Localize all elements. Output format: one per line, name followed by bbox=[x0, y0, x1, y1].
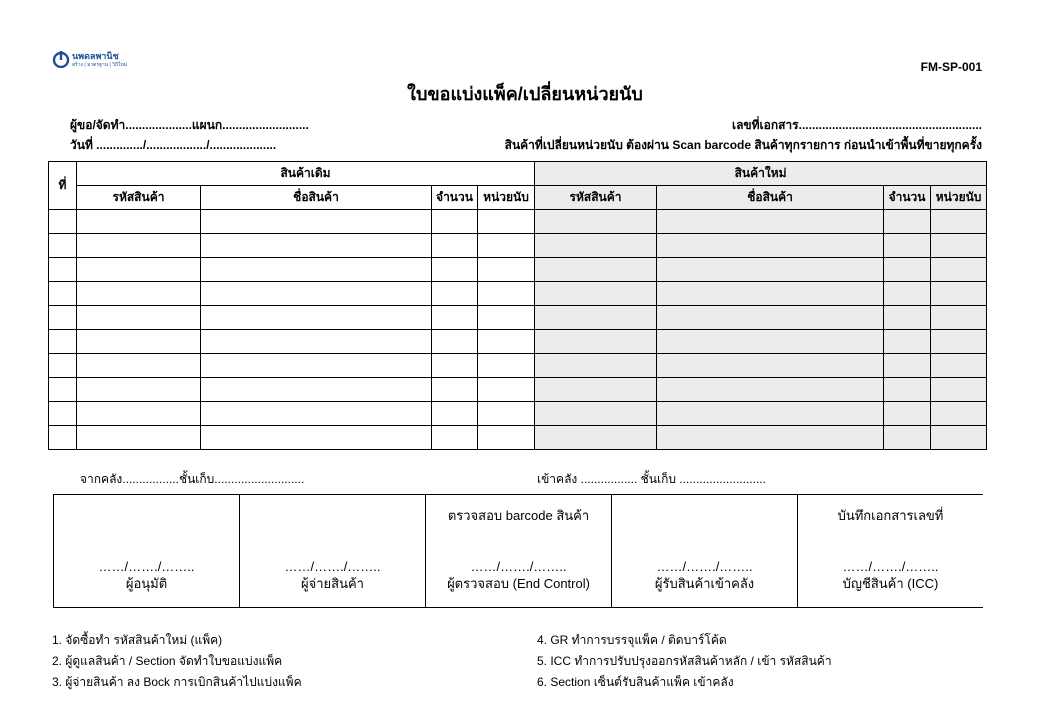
table-cell[interactable] bbox=[49, 426, 77, 450]
signature-date: ……/……./…….. bbox=[284, 559, 381, 574]
signature-box-icc[interactable] bbox=[797, 495, 983, 607]
old-unit-header: หน่วยนับ bbox=[478, 186, 535, 210]
signature-head: บันทึกเอกสารเลขที่ bbox=[837, 508, 944, 523]
table-cell[interactable] bbox=[884, 282, 931, 306]
table-cell[interactable] bbox=[201, 282, 432, 306]
old-name-header: ชื่อสินค้า bbox=[201, 186, 432, 210]
table-cell[interactable] bbox=[884, 402, 931, 426]
table-cell[interactable] bbox=[478, 210, 535, 234]
table-cell[interactable] bbox=[77, 306, 201, 330]
table-cell[interactable] bbox=[432, 234, 478, 258]
note-item: 3. ผู้จ่ายสินค้า ลง Bock การเบิกสินค้าไปแบ่งแพ็ค bbox=[52, 675, 302, 689]
table-cell[interactable] bbox=[931, 378, 987, 402]
signature-role: บัญชีสินค้า (ICC) bbox=[842, 576, 939, 591]
table-cell[interactable] bbox=[931, 306, 987, 330]
table-cell[interactable] bbox=[201, 258, 432, 282]
old-code-header: รหัสสินค้า bbox=[77, 186, 201, 210]
note-item: 6. Section เซ็นต์รับสินค้าแพ็ค เข้าคลัง bbox=[537, 675, 734, 689]
date-field[interactable]: วันที่ ............../................../.................... bbox=[70, 138, 277, 152]
table-cell[interactable] bbox=[432, 402, 478, 426]
table-cell[interactable] bbox=[77, 282, 201, 306]
table-cell[interactable] bbox=[931, 354, 987, 378]
table-cell[interactable] bbox=[931, 210, 987, 234]
table-cell[interactable] bbox=[931, 402, 987, 426]
table-cell[interactable] bbox=[884, 306, 931, 330]
signature-role: ผู้ตรวจสอบ (End Control) bbox=[447, 576, 590, 591]
table-cell[interactable] bbox=[432, 210, 478, 234]
old-qty-header: จำนวน bbox=[432, 186, 478, 210]
table-cell[interactable] bbox=[478, 258, 535, 282]
table-cell[interactable] bbox=[535, 210, 657, 234]
table-cell[interactable] bbox=[884, 258, 931, 282]
signature-box-approver[interactable] bbox=[53, 495, 239, 607]
new-product-header: สินค้าใหม่ bbox=[535, 162, 987, 186]
signature-head: ตรวจสอบ barcode สินค้า bbox=[447, 508, 590, 523]
signature-date: ……/……./…….. bbox=[656, 559, 753, 574]
table-row bbox=[49, 354, 987, 378]
table-cell[interactable] bbox=[432, 306, 478, 330]
table-row bbox=[49, 234, 987, 258]
table-cell[interactable] bbox=[535, 354, 657, 378]
table-cell[interactable] bbox=[49, 306, 77, 330]
table-cell[interactable] bbox=[432, 354, 478, 378]
table-row bbox=[49, 210, 987, 234]
table-cell[interactable] bbox=[478, 306, 535, 330]
table-cell[interactable] bbox=[657, 306, 884, 330]
company-logo bbox=[52, 48, 142, 74]
table-cell[interactable] bbox=[77, 402, 201, 426]
table-cell[interactable] bbox=[657, 234, 884, 258]
signature-role: ผู้อนุมัติ bbox=[125, 576, 168, 591]
item-table bbox=[48, 161, 987, 450]
table-cell[interactable] bbox=[478, 354, 535, 378]
table-cell[interactable] bbox=[657, 210, 884, 234]
table-cell[interactable] bbox=[201, 234, 432, 258]
table-cell[interactable] bbox=[49, 402, 77, 426]
table-row bbox=[49, 378, 987, 402]
table-cell[interactable] bbox=[49, 282, 77, 306]
table-cell[interactable] bbox=[432, 258, 478, 282]
signature-date: ……/……./…….. bbox=[842, 559, 939, 574]
note-item: 2. ผู้ดูแลสินค้า / Section จัดทำใบขอแบ่งแพ็ค bbox=[52, 654, 283, 668]
table-cell[interactable] bbox=[884, 234, 931, 258]
new-qty-header: จำนวน bbox=[884, 186, 931, 210]
no-header: ที่ bbox=[49, 162, 77, 210]
table-cell[interactable] bbox=[201, 402, 432, 426]
scan-notice: สินค้าที่เปลี่ยนหน่วยนับ ต้องผ่าน Scan barcode สินค้าทุกรายการ ก่อนนำเข้าพื้นที่ขายทุกครั้ง bbox=[504, 138, 982, 152]
signature-box-issuer[interactable] bbox=[239, 495, 425, 607]
table-cell[interactable] bbox=[432, 282, 478, 306]
table-cell[interactable] bbox=[49, 234, 77, 258]
table-cell[interactable] bbox=[201, 306, 432, 330]
signature-date: ……/……./…….. bbox=[470, 559, 567, 574]
table-cell[interactable] bbox=[478, 402, 535, 426]
table-row bbox=[49, 402, 987, 426]
table-cell[interactable] bbox=[931, 234, 987, 258]
table-cell[interactable] bbox=[478, 234, 535, 258]
logo-name: นพดลพานิช bbox=[72, 51, 119, 61]
table-cell[interactable] bbox=[657, 426, 884, 450]
table-cell[interactable] bbox=[478, 378, 535, 402]
table-cell[interactable] bbox=[535, 306, 657, 330]
table-cell[interactable] bbox=[657, 354, 884, 378]
new-name-header: ชื่อสินค้า bbox=[657, 186, 884, 210]
note-item: 1. จัดซื้อทำ รหัสสินค้าใหม่ (แพ็ค) bbox=[52, 633, 223, 647]
from-warehouse-field[interactable]: จากคลัง.................ชั้นเก็บ........................... bbox=[80, 472, 305, 486]
table-cell[interactable] bbox=[77, 258, 201, 282]
requester-field[interactable]: ผู้ขอ/จัดทำ....................แผนก.......................... bbox=[70, 118, 309, 132]
power-logo-icon bbox=[52, 50, 70, 68]
table-cell[interactable] bbox=[77, 426, 201, 450]
table-cell[interactable] bbox=[884, 378, 931, 402]
old-product-header: สินค้าเดิม bbox=[77, 162, 535, 186]
signature-date: ……/……./…….. bbox=[98, 559, 195, 574]
new-unit-header: หน่วยนับ bbox=[931, 186, 987, 210]
signature-role: ผู้จ่ายสินค้า bbox=[301, 576, 364, 591]
doc-number-field[interactable]: เลขที่เอกสาร....................................................... bbox=[731, 118, 982, 132]
table-cell[interactable] bbox=[478, 282, 535, 306]
table-cell[interactable] bbox=[77, 234, 201, 258]
to-warehouse-field[interactable]: เข้าคลัง ................. ชั้นเก็บ .......................... bbox=[537, 472, 766, 486]
table-cell[interactable] bbox=[535, 258, 657, 282]
table-cell[interactable] bbox=[657, 378, 884, 402]
table-cell[interactable] bbox=[931, 258, 987, 282]
table-row bbox=[49, 282, 987, 306]
table-cell[interactable] bbox=[201, 354, 432, 378]
table-cell[interactable] bbox=[884, 210, 931, 234]
form-code: FM-SP-001 bbox=[920, 60, 982, 74]
table-cell[interactable] bbox=[535, 378, 657, 402]
logo-tagline: สร้าง | มาตรฐาน | วิถีใหม่ bbox=[72, 62, 128, 68]
table-cell[interactable] bbox=[884, 354, 931, 378]
table-cell[interactable] bbox=[931, 282, 987, 306]
table-cell[interactable] bbox=[884, 330, 931, 354]
table-cell[interactable] bbox=[657, 402, 884, 426]
signature-box-receiver[interactable] bbox=[611, 495, 797, 607]
table-cell[interactable] bbox=[49, 378, 77, 402]
table-cell[interactable] bbox=[478, 426, 535, 450]
new-code-header: รหัสสินค้า bbox=[535, 186, 657, 210]
table-row bbox=[49, 258, 987, 282]
table-cell[interactable] bbox=[657, 282, 884, 306]
table-cell[interactable] bbox=[931, 426, 987, 450]
table-cell[interactable] bbox=[432, 330, 478, 354]
table-cell[interactable] bbox=[535, 234, 657, 258]
table-cell[interactable] bbox=[657, 258, 884, 282]
signature-box-end-control[interactable] bbox=[425, 495, 611, 607]
note-item: 5. ICC ทำการปรับปรุงออกรหัสสินค้าหลัก / เข้า รหัสสินค้า bbox=[537, 654, 832, 668]
table-cell[interactable] bbox=[49, 258, 77, 282]
table-cell[interactable] bbox=[77, 330, 201, 354]
table-cell[interactable] bbox=[884, 426, 931, 450]
table-row bbox=[49, 306, 987, 330]
note-item: 4. GR ทำการบรรจุแพ็ค / ติดบาร์โค้ด bbox=[537, 633, 727, 647]
table-row bbox=[49, 426, 987, 450]
table-cell[interactable] bbox=[77, 210, 201, 234]
table-cell[interactable] bbox=[931, 330, 987, 354]
table-cell[interactable] bbox=[432, 378, 478, 402]
table-cell[interactable] bbox=[201, 378, 432, 402]
signature-panel bbox=[53, 494, 983, 608]
table-cell[interactable] bbox=[535, 282, 657, 306]
page-title: ใบขอแบ่งแพ็ค/เปลี่ยนหน่วยนับ bbox=[407, 84, 643, 104]
table-row bbox=[49, 330, 987, 354]
table-cell[interactable] bbox=[77, 378, 201, 402]
table-cell[interactable] bbox=[535, 426, 657, 450]
table-cell[interactable] bbox=[535, 330, 657, 354]
table-cell[interactable] bbox=[77, 354, 201, 378]
table-cell[interactable] bbox=[49, 354, 77, 378]
table-cell[interactable] bbox=[201, 330, 432, 354]
table-cell[interactable] bbox=[535, 402, 657, 426]
table-cell[interactable] bbox=[201, 210, 432, 234]
table-cell[interactable] bbox=[201, 426, 432, 450]
table-cell[interactable] bbox=[478, 330, 535, 354]
signature-role: ผู้รับสินค้าเข้าคลัง bbox=[654, 576, 755, 591]
table-cell[interactable] bbox=[49, 210, 77, 234]
table-cell[interactable] bbox=[432, 426, 478, 450]
table-cell[interactable] bbox=[49, 330, 77, 354]
table-cell[interactable] bbox=[657, 330, 884, 354]
